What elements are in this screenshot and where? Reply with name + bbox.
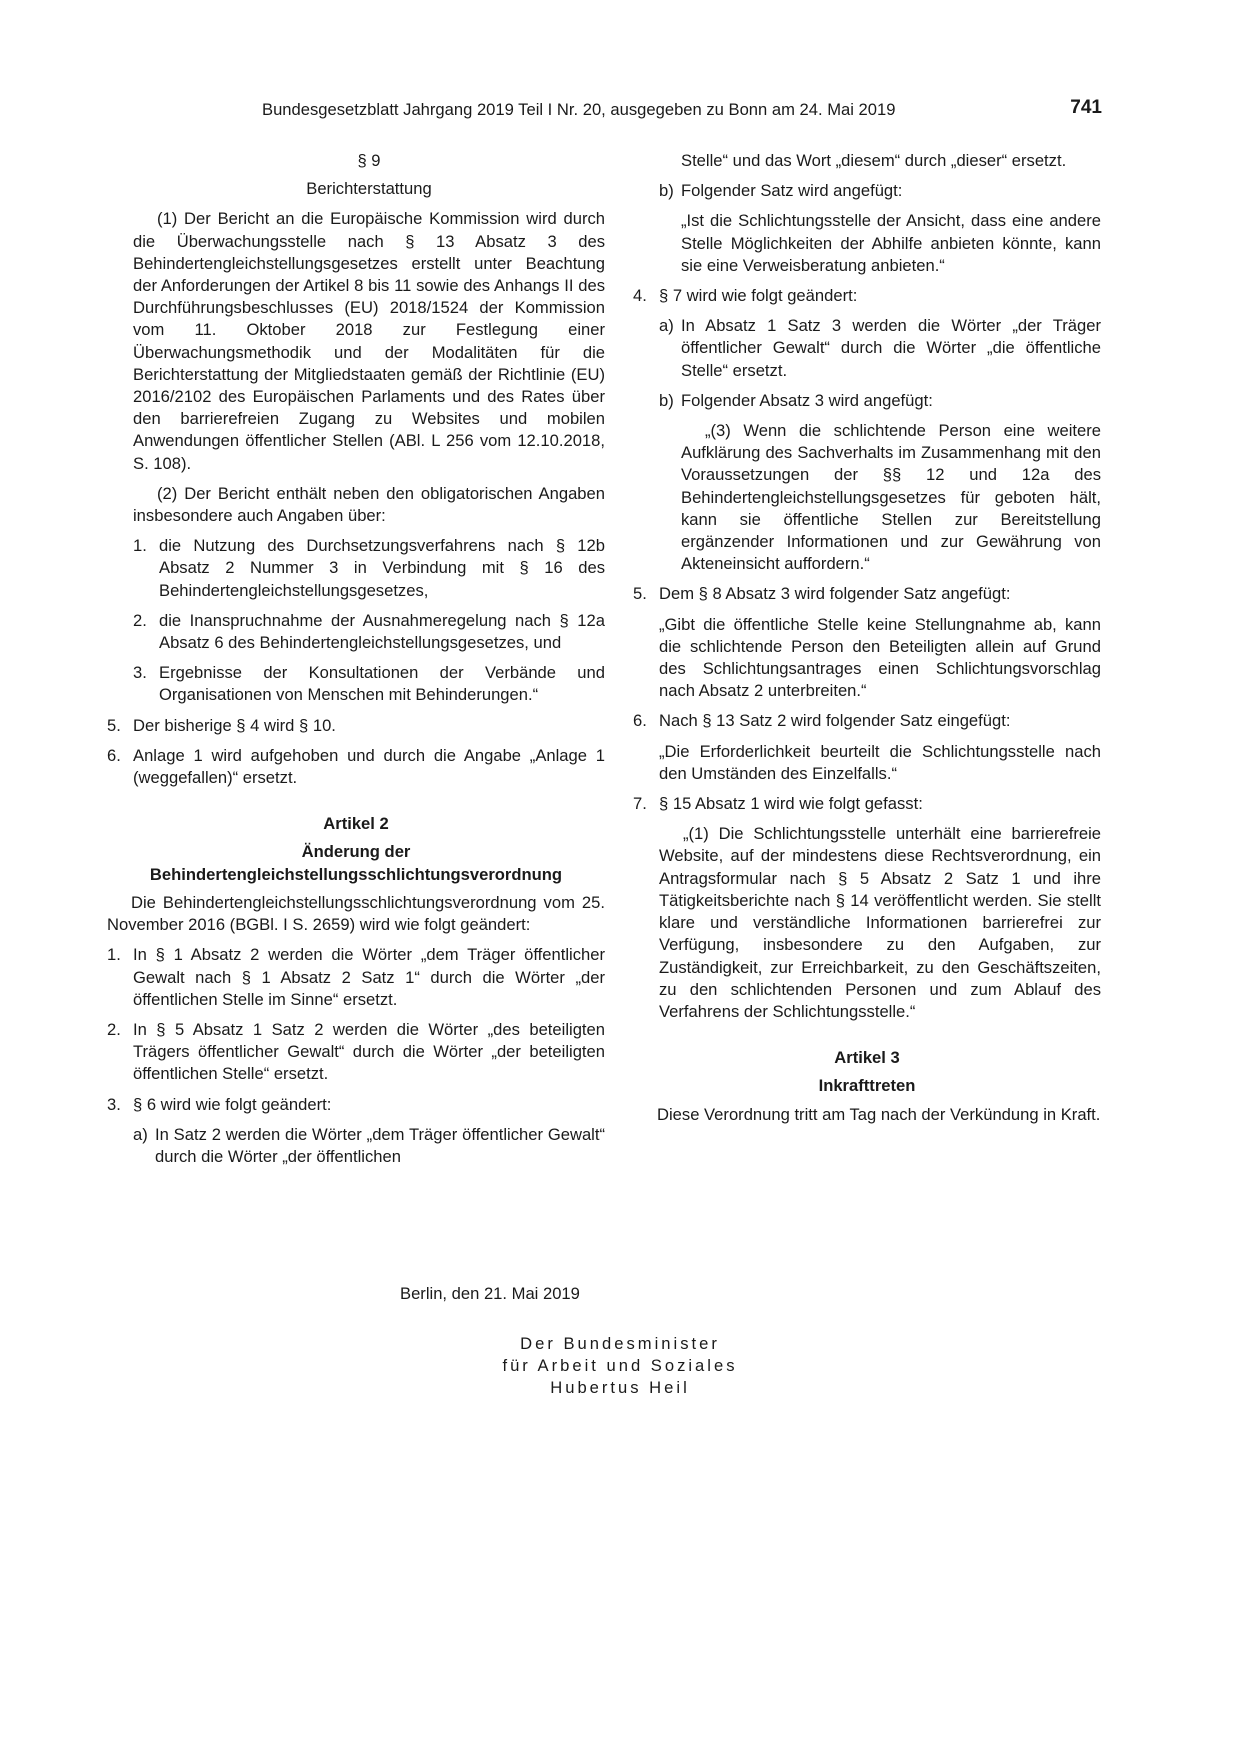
- section-title: Berichterstattung: [306, 179, 432, 199]
- list-item-text: Anlage 1 wird aufgehoben und durch die Angabe „Anlage 1 (weggefallen)“ ersetzt.: [133, 745, 605, 788]
- page-number: 741: [1070, 97, 1102, 118]
- section-number: § 9: [357, 151, 381, 170]
- list-item-text: § 6 wird wie folgt geändert:: [133, 1094, 332, 1114]
- list-item: [133, 610, 605, 654]
- sub-list-item-letter: b): [659, 181, 674, 201]
- list-item-number: 1.: [107, 945, 121, 965]
- list-item-text: In § 5 Absatz 1 Satz 2 werden die Wörter „des beteiligten Trägers öffentlicher Gewalt“ durch die Wörter „der beteiligten öffentlichen Stelle“ ersetzt.: [133, 1019, 605, 1084]
- list-item-number: 3.: [107, 1094, 121, 1114]
- list-item: [633, 583, 1101, 605]
- sub-list-item-letter: b): [659, 390, 674, 410]
- list-item: [133, 535, 605, 602]
- list-item-number: 7.: [633, 794, 647, 814]
- list-item-number: 4.: [633, 286, 647, 306]
- list-item-number: 5.: [107, 715, 121, 735]
- list-item-text: Ergebnisse der Konsultationen der Verbände und Organisationen von Menschen mit Behinderungen.“: [159, 663, 605, 705]
- article-2-title-line-2: Behindertengleichstellungsschlichtungsverordnung: [149, 864, 563, 884]
- article-3-title: Inkrafttreten: [818, 1076, 916, 1096]
- article-2-title-line-1: Änderung der: [301, 842, 411, 862]
- quoted-text: „Gibt die öffentliche Stelle keine Stellungnahme ab, kann die schlichtende Person den Beteiligten allein auf Grund des Schlichtungsantrages einen Schlichtungsvorschlag nach Absatz 2 unterbreiten.“: [659, 614, 1101, 701]
- article-3-label: Artikel 3: [834, 1048, 900, 1068]
- minister-title-line-2: für Arbeit und Soziales: [502, 1356, 738, 1375]
- quoted-text: „(1) Die Schlichtungsstelle unterhält eine barrierefreie Website, auf der mindestens diese Rechtsverordnung, ein Antragsformular nach § 5 Absatz 2 Satz 1 und ihre Tätigkeitsberichte nach § 14 veröffentlicht werden. Sie stellt klare und verständliche Informationen barrierefrei zur Verfügung, insbesondere zu den Aufgaben, zur Zuständigkeit, zur Erreichbarkeit, zu den Geschäftszeiten, zu den schlichtenden Personen und zum Ablauf des Verfahrens der Schlichtungsstelle.“: [659, 824, 1101, 1021]
- minister-name: Hubertus Heil: [550, 1378, 690, 1397]
- minister-title-line-1: Der Bundesminister: [520, 1334, 720, 1353]
- list-item: [633, 710, 1101, 732]
- place-date: Berlin, den 21. Mai 2019: [400, 1284, 580, 1303]
- list-item: [633, 285, 1101, 307]
- list-item-number: 2.: [133, 610, 147, 630]
- header-title: Bundesgesetzblatt Jahrgang 2019 Teil I Nr. 20, ausgegeben zu Bonn am 24. Mai 2019: [262, 100, 896, 119]
- list-item: [633, 793, 1101, 815]
- quoted-text: „Die Erforderlichkeit beurteilt die Schlichtungsstelle nach den Umständen des Einzelfalls.“: [659, 741, 1101, 783]
- list-item-text: Dem § 8 Absatz 3 wird folgender Satz angefügt:: [659, 584, 1011, 604]
- list-item-text: die Inanspruchnahme der Ausnahmeregelung nach § 12a Absatz 6 des Behindertengleichstellungsgesetzes, und: [159, 610, 605, 653]
- sub-list-item: [659, 180, 1101, 202]
- left-column: [107, 150, 605, 1176]
- sub-list-item-letter: a): [659, 316, 674, 336]
- sub-list-item: [659, 315, 1101, 382]
- list-item: [107, 1094, 605, 1116]
- sub-list-item: [659, 390, 1101, 412]
- page-header: [262, 99, 1102, 123]
- article-2-label: Artikel 2: [323, 814, 389, 834]
- list-item-text: § 7 wird wie folgt geändert:: [659, 286, 858, 306]
- list-item-text: § 15 Absatz 1 wird wie folgt gefasst:: [659, 794, 923, 814]
- list-item: [107, 944, 605, 1011]
- sub-list-item-text: In Satz 2 werden die Wörter „dem Träger öffentlicher Gewalt“ durch die Wörter „der öffentlichen: [155, 1124, 605, 1166]
- list-item-number: 5.: [633, 584, 647, 604]
- list-item-text: Nach § 13 Satz 2 wird folgender Satz eingefügt:: [659, 711, 1011, 731]
- article-3-text: Diese Verordnung tritt am Tag nach der Verkündung in Kraft.: [657, 1104, 1101, 1124]
- sub-list-item-text: Folgender Absatz 3 wird angefügt:: [681, 390, 933, 410]
- paragraph-1: (1) Der Bericht an die Europäische Kommission wird durch die Überwachungsstelle nach § 13 Absatz 3 des Behindertengleichstellungsgesetzes erstellt unter Beachtung der Anforderungen der Artikel 8 bis 11 sowie des Anhangs II des Durchführungsbeschlusses (EU) 2018/1524 der Kommission vom 11. Oktober 2018 zur Festlegung einer Überwachungsmethodik und der Modalitäten für die Berichterstattung der Mitgliedstaaten gemäß der Richtlinie (EU) 2016/2102 des Europäischen Parlaments und des Rates über den barrierefreien Zugang zu Websites und mobilen Anwendungen öffentlicher Stellen (ABl. L 256 vom 12.10.2018, S. 108).: [133, 209, 605, 473]
- article-2-intro: Die Behindertengleichstellungsschlichtungsverordnung vom 25. November 2016 (BGBl. I S. 2659) wird wie folgt geändert:: [107, 892, 605, 935]
- list-item-text: die Nutzung des Durchsetzungsverfahrens nach § 12b Absatz 2 Nummer 3 in Verbindung mit § 16 des Behindertengleichstellungsgesetzes,: [159, 536, 605, 600]
- sub-list-item-letter: a): [133, 1124, 148, 1144]
- list-item-text: In § 1 Absatz 2 werden die Wörter „dem Träger öffentlicher Gewalt nach § 1 Absatz 2 Satz 1“ durch die Wörter „der öffentlichen Stelle im Sinne“ ersetzt.: [133, 945, 605, 1009]
- list-item: [133, 662, 605, 706]
- sub-list-item-text: In Absatz 1 Satz 3 werden die Wörter „der Träger öffentlicher Gewalt“ durch die Wörter „die öffentliche Stelle“ ersetzt.: [681, 316, 1101, 380]
- list-item-number: 2.: [107, 1019, 121, 1039]
- list-item: [107, 715, 605, 737]
- sub-list-item: [133, 1124, 605, 1168]
- minister-block: [440, 1333, 800, 1399]
- list-item: [107, 745, 605, 789]
- quoted-text: „(3) Wenn die schlichtende Person eine weitere Aufklärung des Sachverhalts im Zusammenhang mit den Voraussetzungen der §§ 12 und 12a des Behindertengleichstellungsgesetzes für geboten hält, kann sie öffentliche Stellen zur Bereitstellung ergänzender Informationen und zur Gewährung von Akteneinsicht auffordern.“: [681, 421, 1101, 574]
- paragraph-2: (2) Der Bericht enthält neben den obligatorischen Angaben insbesondere auch Angaben über:: [133, 483, 605, 526]
- list-item-text: Der bisherige § 4 wird § 10.: [133, 715, 336, 735]
- list-item-number: 1.: [133, 536, 147, 556]
- list-item-number: 6.: [633, 711, 647, 731]
- sub-list-item-text: Folgender Satz wird angefügt:: [681, 181, 903, 201]
- list-item: [107, 1019, 605, 1086]
- right-column: [633, 150, 1101, 1134]
- list-item-number: 6.: [107, 745, 121, 765]
- list-item-number: 3.: [133, 663, 147, 683]
- continued-text: Stelle“ und das Wort „diesem“ durch „dieser“ ersetzt.: [681, 151, 1067, 170]
- quoted-text: „Ist die Schlichtungsstelle der Ansicht, dass eine andere Stelle Möglichkeiten der Abhilfe anbieten könnte, kann sie eine Verweisberatung anbieten.“: [681, 211, 1101, 275]
